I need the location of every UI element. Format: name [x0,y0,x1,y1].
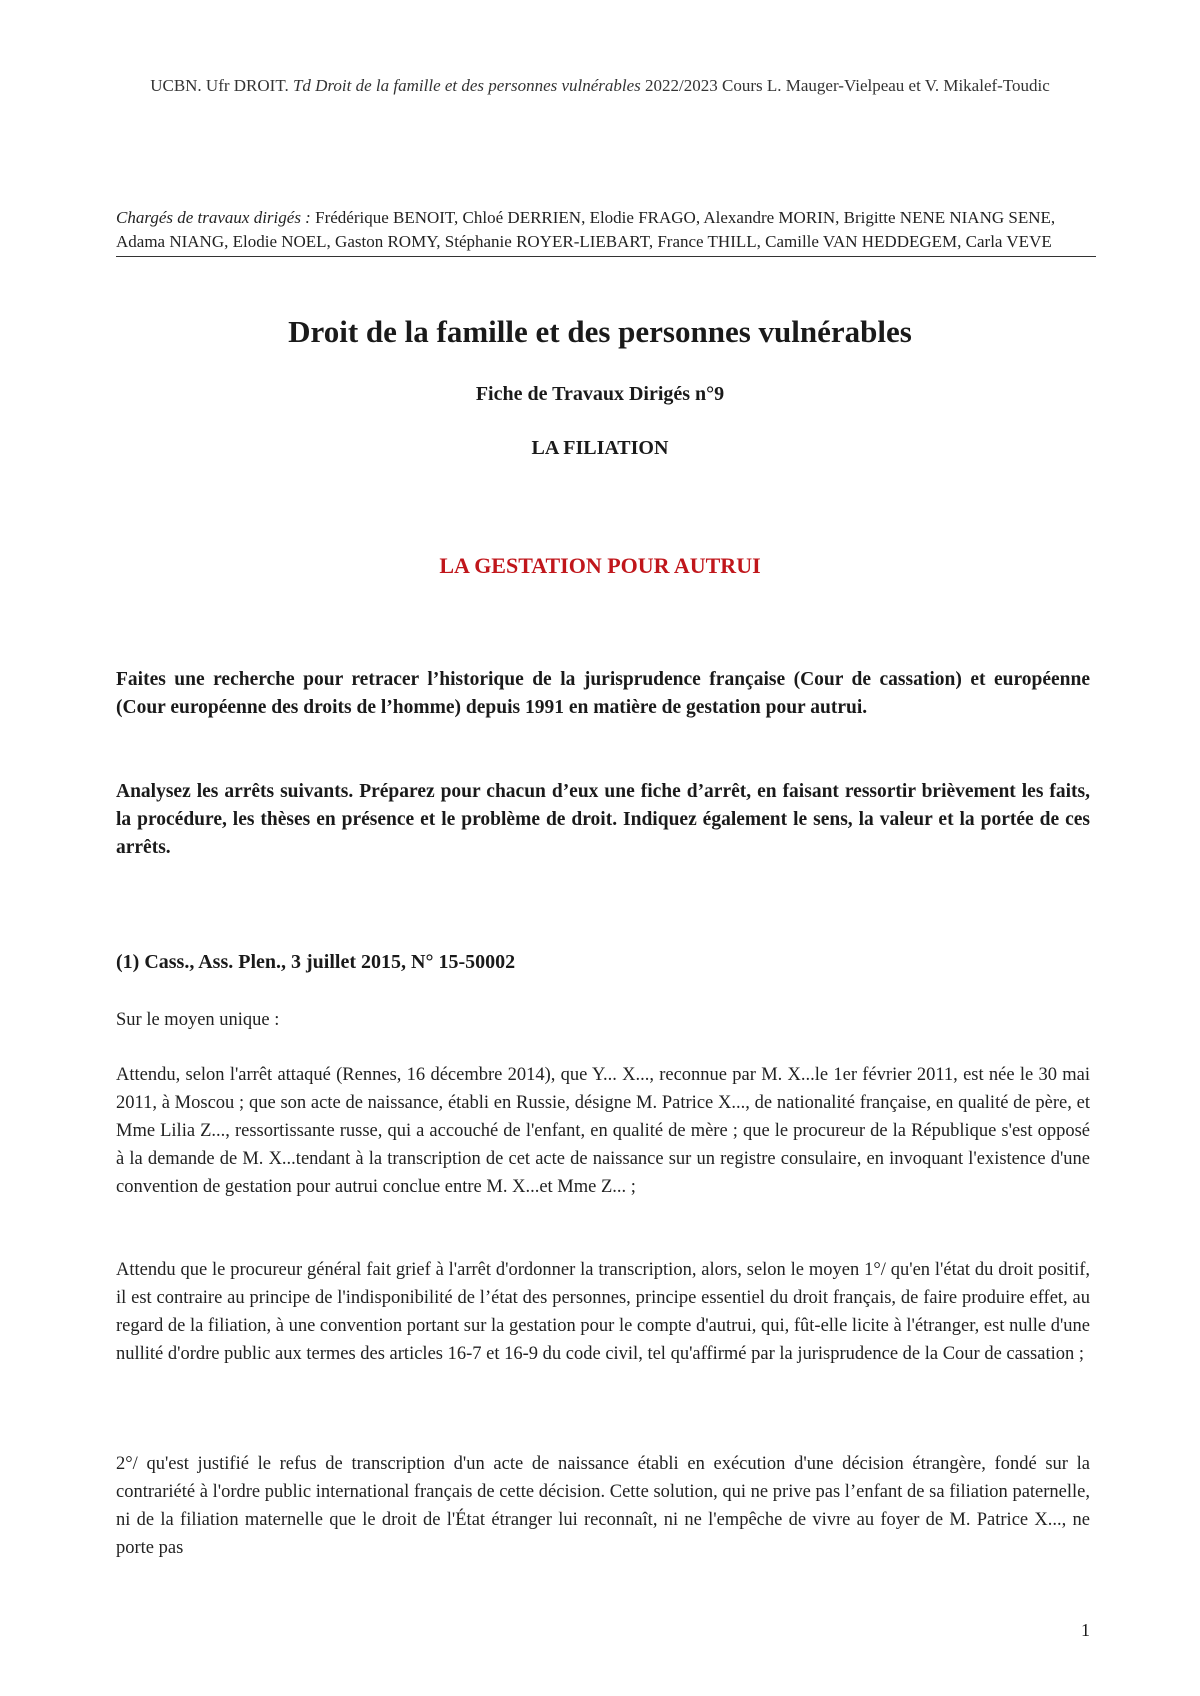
case-paragraph: Attendu que le procureur général fait grief à l'arrêt d'ordonner la transcription, alors, selon le moyen 1°/ qu'en l'état du droit positif, il est contraire au principe de l'indisponibilité de l’état des personnes, principe essentiel du droit français, de faire produire effet, au regard de la filiation, à une convention portant sur la gestation pour le compte d'autrui, qui, fût-elle licite à l'étranger, est nulle d'une nullité d'ordre public aux termes des articles 16-7 et 16-9 du code civil, tel qu'affirmé par la jurisprudence de la Cour de cassation ; [116,1260,1091,1364]
section-title: LA GESTATION POUR AUTRUI [439,553,761,578]
header-prefix: UCBN. Ufr DROIT. [150,76,293,95]
case-paragraph: 2°/ qu'est justifié le refus de transcription d'un acte de naissance établi en exécution d'une décision étrangère, fondé sur la contrariété à l'ordre public international français de cette décision. Cette solution, qui ne prive pas l’enfant de sa filiation paternelle, ni de la filiation maternelle que le droit de l'État étranger lui reconnaît, ni ne l'empêche de vivre au foyer de M. Patrice X..., ne porte pas [116,1454,1090,1558]
document-theme: LA FILIATION [531,437,669,459]
case-paragraph: Sur le moyen unique : [116,1010,280,1030]
header-course-title: Td Droit de la famille et des personnes vulnérables [292,76,641,95]
document-header [110,74,1090,98]
instruction-paragraph: Analysez les arrêts suivants. Préparez pour chacun d’eux une fiche d’arrêt, en faisant ressortir brièvement les faits, la procédure, les thèses en présence et le problème de droit. Indiquez également le sens, la valeur et la portée de ces arrêts. [116,781,1090,858]
tutors-line [116,206,1096,257]
document-subtitle: Fiche de Travaux Dirigés n°9 [475,383,725,405]
case-title: (1) Cass., Ass. Plen., 3 juillet 2015, N° 15-50002 [116,951,516,973]
case-paragraph: Attendu, selon l'arrêt attaqué (Rennes, 16 décembre 2014), que Y... X..., reconnue par M. X...le 1er février 2011, est née le 30 mai 2011, à Moscou ; que son acte de naissance, établi en Russie, désigne M. Patrice X..., de nationalité française, en qualité de père, et Mme Lilia Z..., ressortissante russe, qui a accouché de l'enfant, en qualité de mère ; que le procureur de la République s'est opposé à la demande de M. X...tendant à la transcription de cet acte de naissance sur un registre consulaire, en invoquant l'existence d'une convention de gestation pour autrui conclue entre M. X...et Mme Z... ; [116,1065,1090,1197]
tutors-label: Chargés de travaux dirigés : [116,208,311,227]
tutors-names: Frédérique BENOIT, Chloé DERRIEN, Elodie FRAGO, Alexandre MORIN, Brigitte NENE NIANG SENE, Adama NIANG, Elodie NOEL, Gaston ROMY, Stéphanie ROYER-LIEBART, France THILL, Camille VAN HEDDEGEM, Carla VEVE [116,208,1056,251]
document-title: Droit de la famille et des personnes vulnérables [288,314,912,349]
header-suffix: 2022/2023 Cours L. Mauger-Vielpeau et V. Mikalef-Toudic [640,76,1050,95]
page-number: 1 [1081,1620,1090,1640]
instruction-paragraph: Faites une recherche pour retracer l’historique de la jurisprudence française (Cour de cassation) et européenne (Cour européenne des droits de l’homme) depuis 1991 en matière de gestation pour autrui. [116,669,1090,718]
